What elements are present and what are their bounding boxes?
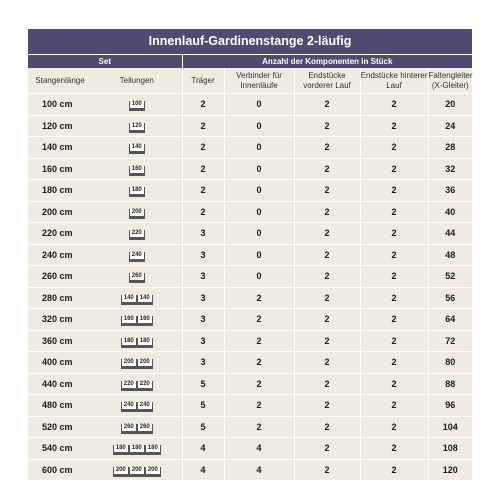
cell-gleiter: 108 [428, 438, 472, 460]
cell-gleiter: 44 [428, 223, 472, 245]
cell-length: 480 cm [28, 395, 92, 417]
table-title: Innenlauf-Gardinenstange 2-läufig [28, 29, 472, 54]
table-row [28, 244, 472, 266]
cell-gleiter: 28 [428, 137, 472, 159]
table-row [28, 416, 472, 438]
cell-gleiter: 52 [428, 266, 472, 288]
cell-verbinder: 2 [224, 309, 294, 331]
cell-end-front: 2 [294, 266, 360, 288]
cell-end-back: 2 [360, 180, 428, 202]
col-header-traeger: Träger [182, 68, 224, 94]
cell-length: 140 cm [28, 137, 92, 159]
cell-gleiter: 36 [428, 180, 472, 202]
table-row [28, 137, 472, 159]
cell-length: 440 cm [28, 373, 92, 395]
cell-gleiter: 104 [428, 416, 472, 438]
cell-end-front: 2 [294, 373, 360, 395]
rod-segment-label: 200 [129, 209, 145, 217]
rod-division-diagram [113, 445, 161, 455]
rod-division-diagram [129, 166, 145, 176]
cell-verbinder: 0 [224, 94, 294, 116]
cell-end-front: 2 [294, 309, 360, 331]
cell-length: 220 cm [28, 223, 92, 245]
cell-divisions [92, 158, 182, 180]
rod-segment-label: 120 [129, 123, 145, 131]
rod-division-diagram [129, 273, 145, 283]
table-row [28, 94, 472, 116]
table-row [28, 201, 472, 223]
cell-end-back: 2 [360, 459, 428, 480]
cell-end-front: 2 [294, 330, 360, 352]
cell-end-front: 2 [294, 180, 360, 202]
cell-divisions [92, 180, 182, 202]
cell-traeger: 2 [182, 180, 224, 202]
cell-length: 360 cm [28, 330, 92, 352]
cell-verbinder: 0 [224, 223, 294, 245]
cell-end-front: 2 [294, 438, 360, 460]
rod-segment-label: 100 [129, 101, 145, 109]
cell-end-back: 2 [360, 438, 428, 460]
rod-segment-label: 180 [129, 445, 145, 453]
cell-gleiter: 120 [428, 459, 472, 480]
table-row [28, 459, 472, 480]
rod-segment-label: 240 [121, 402, 137, 410]
cell-traeger: 2 [182, 94, 224, 116]
cell-traeger: 3 [182, 309, 224, 331]
rod-division-diagram [121, 381, 153, 391]
cell-divisions [92, 115, 182, 137]
cell-end-back: 2 [360, 137, 428, 159]
cell-gleiter: 48 [428, 244, 472, 266]
cell-end-back: 2 [360, 266, 428, 288]
rod-division-diagram [129, 187, 145, 197]
rod-segment-label: 140 [137, 295, 153, 303]
cell-end-back: 2 [360, 158, 428, 180]
cell-end-front: 2 [294, 459, 360, 480]
rod-segment-label: 200 [113, 467, 129, 475]
cell-divisions [92, 287, 182, 309]
table-row [28, 287, 472, 309]
cell-end-back: 2 [360, 309, 428, 331]
cell-divisions [92, 416, 182, 438]
cell-end-back: 2 [360, 115, 428, 137]
cell-gleiter: 20 [428, 94, 472, 116]
cell-end-back: 2 [360, 94, 428, 116]
cell-verbinder: 0 [224, 244, 294, 266]
cell-divisions [92, 395, 182, 417]
cell-divisions [92, 352, 182, 374]
cell-divisions [92, 309, 182, 331]
rod-division-diagram [121, 359, 153, 369]
cell-end-back: 2 [360, 223, 428, 245]
rod-segment-label: 240 [137, 402, 153, 410]
cell-traeger: 3 [182, 244, 224, 266]
table-row [28, 352, 472, 374]
cell-verbinder: 0 [224, 180, 294, 202]
cell-traeger: 3 [182, 223, 224, 245]
column-header-row [28, 68, 472, 94]
rod-division-diagram [121, 424, 153, 434]
cell-length: 200 cm [28, 201, 92, 223]
col-header-gleiter: Faltengleiter (X-Gleiter) [428, 68, 472, 94]
cell-length: 320 cm [28, 309, 92, 331]
rod-segment-label: 220 [137, 381, 153, 389]
cell-length: 160 cm [28, 158, 92, 180]
cell-length: 100 cm [28, 94, 92, 116]
rod-segment-label: 140 [129, 144, 145, 152]
rod-division-diagram [121, 402, 153, 412]
header-components: Anzahl der Komponenten in Stück [182, 55, 472, 69]
cell-verbinder: 4 [224, 459, 294, 480]
cell-length: 240 cm [28, 244, 92, 266]
cell-traeger: 5 [182, 373, 224, 395]
rod-segment-label: 200 [121, 359, 137, 367]
cell-verbinder: 4 [224, 438, 294, 460]
cell-end-front: 2 [294, 416, 360, 438]
cell-gleiter: 88 [428, 373, 472, 395]
cell-end-front: 2 [294, 287, 360, 309]
cell-gleiter: 32 [428, 158, 472, 180]
cell-length: 280 cm [28, 287, 92, 309]
cell-end-front: 2 [294, 244, 360, 266]
cell-gleiter: 64 [428, 309, 472, 331]
rod-division-diagram [121, 338, 153, 348]
cell-verbinder: 2 [224, 416, 294, 438]
table-row [28, 180, 472, 202]
table-body [28, 94, 472, 481]
rod-division-diagram [129, 123, 145, 133]
cell-gleiter: 96 [428, 395, 472, 417]
cell-divisions [92, 244, 182, 266]
cell-divisions [92, 94, 182, 116]
cell-divisions [92, 330, 182, 352]
cell-end-back: 2 [360, 330, 428, 352]
cell-end-front: 2 [294, 94, 360, 116]
cell-length: 540 cm [28, 438, 92, 460]
table-row [28, 395, 472, 417]
rod-segment-label: 160 [129, 166, 145, 174]
rod-segment-label: 180 [113, 445, 129, 453]
cell-end-front: 2 [294, 223, 360, 245]
col-header-end-front: Endstücke vorderer Lauf [294, 68, 360, 94]
cell-end-back: 2 [360, 287, 428, 309]
table-row [28, 158, 472, 180]
cell-end-front: 2 [294, 158, 360, 180]
cell-verbinder: 2 [224, 373, 294, 395]
rod-segment-label: 200 [129, 467, 145, 475]
rod-segment-label: 180 [121, 338, 137, 346]
product-table-container [28, 29, 472, 480]
table-row [28, 266, 472, 288]
cell-traeger: 2 [182, 158, 224, 180]
cell-length: 180 cm [28, 180, 92, 202]
rod-division-diagram [121, 316, 153, 326]
rod-segment-label: 260 [129, 273, 145, 281]
table-row [28, 330, 472, 352]
cell-traeger: 2 [182, 115, 224, 137]
table-row [28, 223, 472, 245]
cell-end-front: 2 [294, 137, 360, 159]
cell-traeger: 5 [182, 395, 224, 417]
table-row [28, 309, 472, 331]
cell-traeger: 3 [182, 352, 224, 374]
rod-segment-label: 160 [121, 316, 137, 324]
cell-end-back: 2 [360, 373, 428, 395]
cell-verbinder: 2 [224, 352, 294, 374]
cell-verbinder: 0 [224, 115, 294, 137]
cell-length: 260 cm [28, 266, 92, 288]
cell-end-back: 2 [360, 244, 428, 266]
cell-gleiter: 24 [428, 115, 472, 137]
rod-segment-label: 220 [121, 381, 137, 389]
rod-division-diagram [129, 144, 145, 154]
rod-segment-label: 180 [137, 338, 153, 346]
cell-traeger: 2 [182, 137, 224, 159]
cell-traeger: 5 [182, 416, 224, 438]
table-row [28, 438, 472, 460]
cell-end-front: 2 [294, 201, 360, 223]
cell-verbinder: 2 [224, 395, 294, 417]
rod-segment-label: 180 [145, 445, 161, 453]
cell-end-back: 2 [360, 416, 428, 438]
cell-traeger: 3 [182, 287, 224, 309]
components-table [28, 54, 472, 480]
col-header-end-back: Endstücke hinterer Lauf [360, 68, 428, 94]
cell-gleiter: 72 [428, 330, 472, 352]
cell-gleiter: 56 [428, 287, 472, 309]
cell-verbinder: 0 [224, 137, 294, 159]
table-row [28, 115, 472, 137]
cell-length: 120 cm [28, 115, 92, 137]
rod-segment-label: 260 [137, 424, 153, 432]
cell-divisions [92, 223, 182, 245]
cell-verbinder: 2 [224, 330, 294, 352]
cell-length: 400 cm [28, 352, 92, 374]
cell-traeger: 2 [182, 201, 224, 223]
cell-verbinder: 0 [224, 158, 294, 180]
cell-end-front: 2 [294, 115, 360, 137]
cell-traeger: 4 [182, 438, 224, 460]
rod-division-diagram [113, 467, 161, 477]
rod-segment-label: 200 [145, 467, 161, 475]
rod-segment-label: 180 [129, 187, 145, 195]
header-group-row [28, 55, 472, 69]
cell-divisions [92, 438, 182, 460]
cell-traeger: 4 [182, 459, 224, 480]
header-set: Set [28, 55, 182, 69]
rod-segment-label: 200 [137, 359, 153, 367]
cell-end-front: 2 [294, 395, 360, 417]
cell-gleiter: 40 [428, 201, 472, 223]
cell-divisions [92, 137, 182, 159]
cell-gleiter: 80 [428, 352, 472, 374]
rod-division-diagram [121, 295, 153, 305]
rod-segment-label: 160 [137, 316, 153, 324]
cell-traeger: 3 [182, 330, 224, 352]
cell-divisions [92, 266, 182, 288]
cell-divisions [92, 201, 182, 223]
cell-end-back: 2 [360, 201, 428, 223]
rod-division-diagram [129, 209, 145, 219]
rod-segment-label: 220 [129, 230, 145, 238]
rod-division-diagram [129, 252, 145, 262]
rod-segment-label: 240 [129, 252, 145, 260]
rod-division-diagram [129, 101, 145, 111]
col-header-length: Stangenlänge [28, 68, 92, 94]
cell-divisions [92, 459, 182, 480]
rod-segment-label: 140 [121, 295, 137, 303]
col-header-divisions: Teilungen [92, 68, 182, 94]
rod-segment-label: 260 [121, 424, 137, 432]
cell-traeger: 3 [182, 266, 224, 288]
rod-division-diagram [129, 230, 145, 240]
cell-length: 520 cm [28, 416, 92, 438]
cell-end-front: 2 [294, 352, 360, 374]
cell-verbinder: 0 [224, 201, 294, 223]
col-header-verbinder: Verbinder für Innenläufe [224, 68, 294, 94]
table-row [28, 373, 472, 395]
cell-length: 600 cm [28, 459, 92, 480]
cell-verbinder: 2 [224, 287, 294, 309]
cell-divisions [92, 373, 182, 395]
cell-verbinder: 0 [224, 266, 294, 288]
cell-end-back: 2 [360, 395, 428, 417]
cell-end-back: 2 [360, 352, 428, 374]
